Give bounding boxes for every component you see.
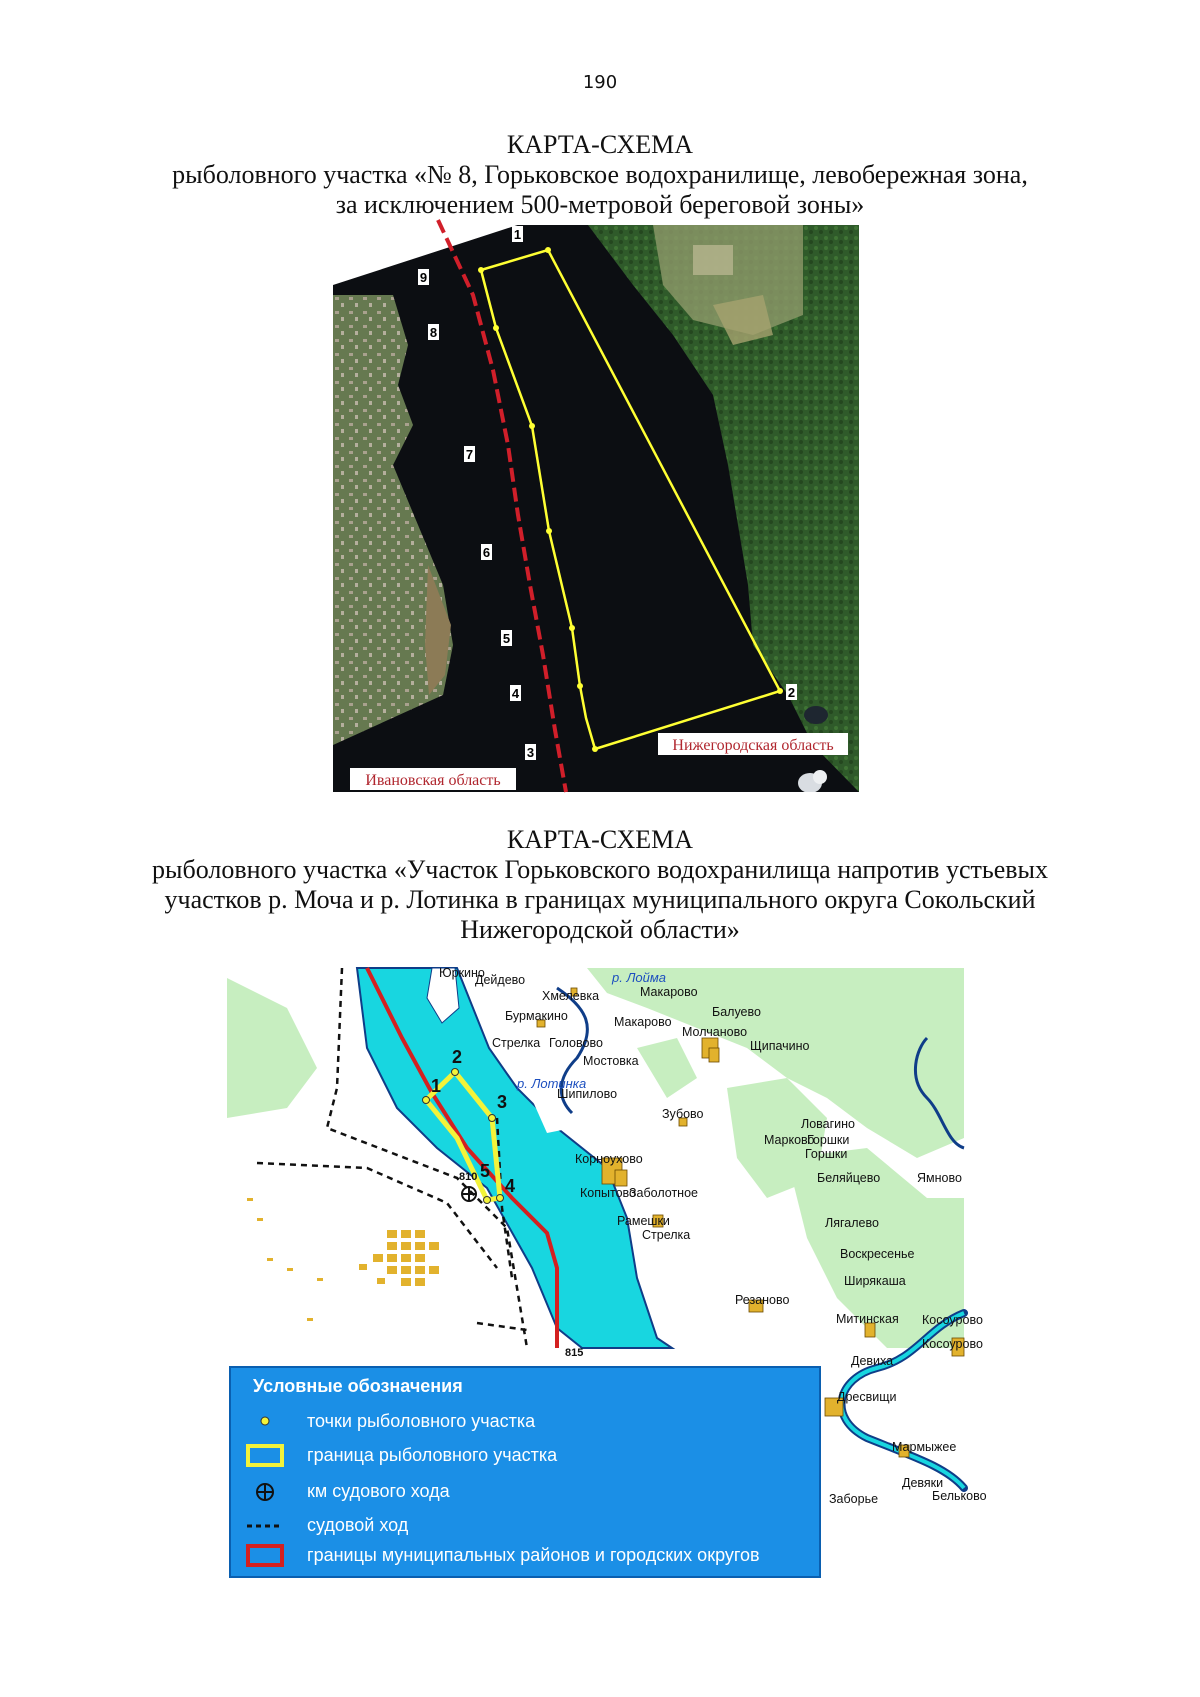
place-name: Рамешки — [617, 1214, 670, 1228]
point-label-8: 8 — [429, 325, 438, 340]
legend-label-municipal: границы муниципальных районов и городских округов — [307, 1545, 760, 1565]
point-label-6: 6 — [482, 545, 491, 560]
legend-label-km: км судового хода — [307, 1481, 450, 1501]
fishing-point-5 — [484, 1197, 491, 1204]
region-label-nizhegorodskaya: Нижегородская область — [672, 737, 834, 754]
place-name: Горшки — [805, 1147, 848, 1161]
fishing-point-6 — [546, 528, 552, 534]
place-name: Зубово — [662, 1107, 704, 1121]
fishing-point-8 — [493, 325, 499, 331]
fishing-point-5 — [569, 625, 575, 631]
place-name: Макарово — [614, 1015, 672, 1029]
fishing-point-1 — [545, 247, 551, 253]
point-label-5: 5 — [480, 1161, 491, 1181]
place-name: Щипачино — [750, 1039, 810, 1053]
point-label-9: 9 — [419, 270, 428, 285]
place-name: Молчаново — [682, 1025, 748, 1039]
place-name: Мармыжее — [892, 1440, 957, 1454]
legend-item-channel — [231, 1512, 821, 1540]
page-number: 190 — [582, 72, 618, 93]
point-label-7: 7 — [465, 447, 474, 462]
place-name: Корноухово — [575, 1152, 643, 1166]
place-name: Девиха — [851, 1354, 894, 1368]
place-name: Бельково — [932, 1489, 987, 1503]
crosshair-circle-icon — [245, 1478, 285, 1506]
fishing-point-7 — [529, 423, 535, 429]
point-label-5: 5 — [502, 631, 511, 646]
km-label-810: 810 — [459, 1171, 478, 1183]
place-name: Марково — [764, 1133, 815, 1147]
map2-subtitle-line-1: рыболовного участка «Участок Горьковского водохранилища напротив устьевых — [152, 855, 1048, 884]
legend-label-points: точки рыболовного участка — [307, 1411, 536, 1431]
place-name: Митинская — [836, 1312, 899, 1326]
fishing-point-3 — [592, 746, 598, 752]
point-label-3: 3 — [497, 1092, 508, 1112]
place-name: Косоурово — [922, 1337, 983, 1351]
map2-title-block — [0, 825, 1200, 945]
place-name: Дейдево — [475, 973, 526, 987]
place-name: Стрелка — [492, 1036, 541, 1050]
place-name: Воскресенье — [840, 1247, 915, 1261]
place-name: Заболотное — [629, 1186, 698, 1200]
fishing-point-9 — [478, 267, 484, 273]
point-dot-icon — [245, 1408, 285, 1436]
fishing-point-1 — [423, 1097, 430, 1104]
place-name: Резаново — [735, 1293, 790, 1307]
map2-subtitle-line-3: Нижегородской области» — [460, 915, 740, 944]
point-label-1: 1 — [513, 227, 522, 242]
satellite-map — [333, 225, 859, 792]
red-rectangle-icon — [245, 1542, 285, 1570]
place-name: Горшки — [807, 1133, 850, 1147]
point-label-2: 2 — [787, 685, 796, 700]
legend-item-boundary — [231, 1442, 821, 1470]
place-name: Шипилово — [557, 1087, 618, 1101]
place-name: Макарово — [640, 985, 698, 999]
fishing-point-2 — [452, 1069, 459, 1076]
legend-item-points — [231, 1408, 821, 1436]
place-name: Балуево — [712, 1005, 761, 1019]
place-name: Девяки — [902, 1476, 944, 1490]
place-name: Мостовка — [583, 1054, 639, 1068]
map2-title: КАРТА-СХЕМА — [506, 825, 694, 854]
place-name: Заборье — [829, 1492, 879, 1506]
point-label-4: 4 — [505, 1176, 516, 1196]
place-name: Косоурово — [922, 1313, 983, 1327]
point-label-3: 3 — [526, 745, 535, 760]
yellow-rectangle-icon — [245, 1442, 285, 1470]
place-name: Юркино — [439, 966, 485, 980]
river-label-loima: р. Лойма — [612, 970, 666, 985]
fishing-point-4 — [577, 683, 583, 689]
river-label-lotinka: р. Лотинка — [517, 1076, 587, 1091]
fishing-point-3 — [489, 1115, 496, 1122]
place-name: Беляйцево — [817, 1171, 881, 1185]
region-label-ivanovskaya: Ивановская область — [365, 772, 501, 789]
map1-title-block — [0, 130, 1200, 220]
place-name: Ямново — [917, 1171, 962, 1185]
map-legend — [229, 1366, 821, 1578]
place-name: Бурмакино — [505, 1009, 568, 1023]
map1-title: КАРТА-СХЕМА — [506, 130, 694, 159]
place-name: Дресвищи — [837, 1390, 897, 1404]
km-label-815: 815 — [565, 1347, 584, 1359]
place-name: Ловагино — [801, 1117, 856, 1131]
map2-subtitle-line-2: участков р. Моча и р. Лотинка в границах муниципального округа Сокольский — [164, 885, 1036, 914]
point-label-4: 4 — [511, 686, 520, 701]
place-name: Копытово — [580, 1186, 636, 1200]
map1-subtitle-line-2: за исключением 500-метровой береговой зоны» — [335, 190, 865, 219]
point-label-1: 1 — [431, 1076, 442, 1096]
point-label-2: 2 — [452, 1047, 463, 1067]
legend-title: Условные обозначения — [253, 1376, 463, 1396]
legend-item-municipal — [231, 1542, 821, 1570]
place-name: Лягалево — [825, 1216, 879, 1230]
place-name: Хмелевка — [542, 989, 600, 1003]
legend-label-boundary: граница рыболовного участка — [307, 1445, 558, 1465]
legend-label-channel: судовой ход — [307, 1515, 409, 1535]
km-marker-810 — [462, 1187, 476, 1201]
map1-subtitle-line-1: рыболовного участка «№ 8, Горьковское водохранилище, левобережная зона, — [172, 160, 1028, 189]
fishing-point-2 — [777, 688, 783, 694]
place-name: Стрелка — [642, 1228, 691, 1242]
place-name: Ширякаша — [844, 1274, 906, 1288]
fishing-point-4 — [497, 1195, 504, 1202]
place-name: Головово — [549, 1036, 603, 1050]
dashed-line-icon — [245, 1512, 285, 1540]
legend-item-km — [231, 1478, 821, 1506]
